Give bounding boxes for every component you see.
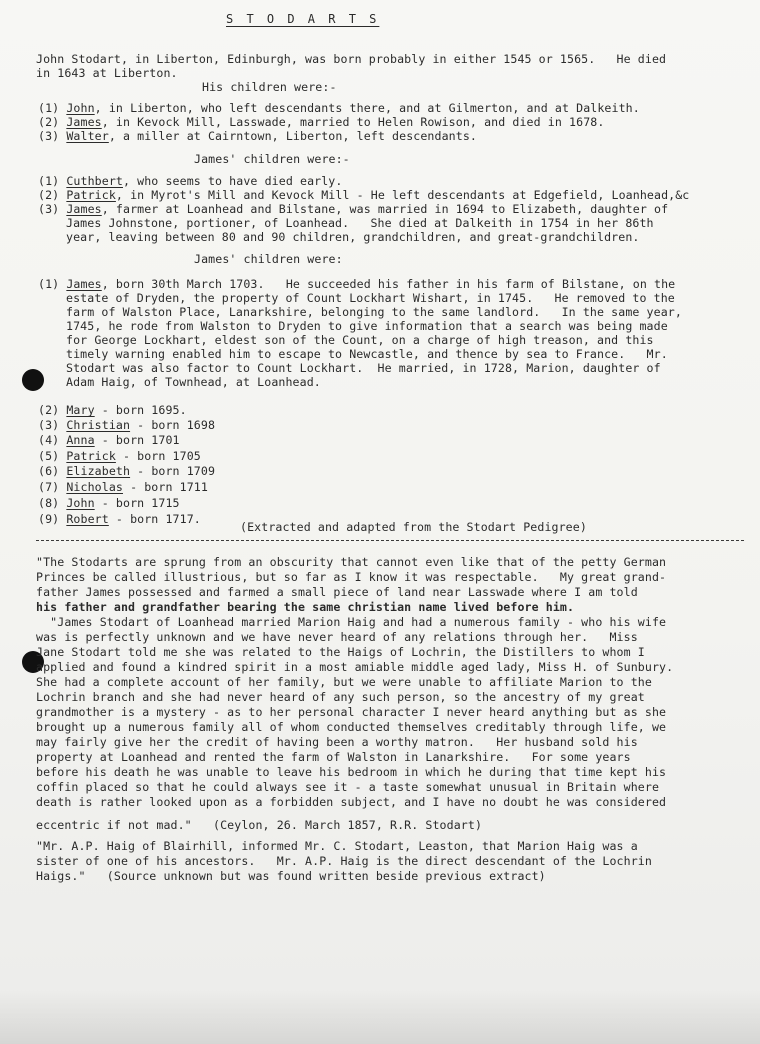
item-number: (2) [38, 188, 60, 202]
item-number: (8) [38, 496, 60, 510]
child-name: Walter [66, 129, 109, 143]
item-number: (6) [38, 464, 60, 478]
quote-line: brought up a numerous family all of whom conducted themselves creditably through life, we [36, 720, 667, 734]
list-item [38, 403, 187, 417]
item-text: - born 1695. [94, 403, 187, 417]
quote-line: sister of one of his ancestors. Mr. A.P. Haig is the direct descendant of the Lochrin [36, 854, 652, 868]
source-note: (Extracted and adapted from the Stodart Pedigree) [240, 520, 587, 534]
quote-line: Lochrin branch and she had never heard of any such person, so the ancestry of my great [36, 690, 645, 704]
section-heading: His children were:- [202, 80, 337, 94]
quote-line: Haigs." (Source unknown but was found written beside previous extract) [36, 869, 546, 883]
child-name: Patrick [66, 188, 116, 202]
quote-line: grandmother is a mystery - as to her personal character I never heard anything but as she [36, 705, 667, 719]
item-text: - born 1705 [115, 449, 201, 463]
quote-line: Princes be called illustrious, but so far as I know it was respectable. My great grand- [36, 570, 667, 584]
item-text: - born 1715 [94, 496, 180, 510]
quote-line: property at Loanhead and rented the farm of Walston in Lanarkshire. For some years [36, 750, 631, 764]
list-item [38, 188, 689, 202]
item-number: (5) [38, 449, 60, 463]
list-item [38, 174, 342, 188]
item-text: , in Kevock Mill, Lasswade, married to Helen Rowison, and died in 1678. [101, 115, 605, 129]
child-name: James [66, 202, 102, 216]
item-number: (3) [38, 418, 60, 432]
item-continuation: 1745, he rode from Walston to Dryden to give information that a search was being made [66, 319, 668, 333]
child-name: Nicholas [66, 480, 123, 494]
list-item [38, 449, 201, 463]
child-name: Anna [66, 433, 95, 447]
list-item [38, 512, 201, 526]
scan-shadow [0, 990, 760, 1044]
section-divider [36, 540, 744, 541]
page-title: S T O D A R T S [226, 12, 380, 26]
item-text: - born 1717. [108, 512, 201, 526]
child-name: John [66, 101, 95, 115]
item-text: , who seems to have died early. [122, 174, 343, 188]
quote-line: his father and grandfather bearing the same christian name lived before him. [36, 600, 575, 614]
item-text: , in Myrot's Mill and Kevock Mill - He left descendants at Edgefield, Loanhead,&c [115, 188, 690, 202]
item-number: (2) [38, 403, 60, 417]
item-number: (3) [38, 129, 60, 143]
list-item [38, 115, 604, 129]
child-name: John [66, 496, 95, 510]
child-name: Mary [66, 403, 95, 417]
item-number: (4) [38, 433, 60, 447]
list-item [38, 418, 215, 432]
child-name: Patrick [66, 449, 116, 463]
list-item [38, 202, 668, 216]
item-text: , farmer at Loanhead and Bilstane, was married in 1694 to Elizabeth, daughter of [101, 202, 669, 216]
child-name: Cuthbert [66, 174, 123, 188]
item-number: (9) [38, 512, 60, 526]
quote-line: "The Stodarts are sprung from an obscurity that cannot even like that of the petty German [36, 555, 667, 569]
list-item [38, 129, 477, 143]
list-item [38, 433, 180, 447]
item-continuation: for George Lockhart, eldest son of the Count, on a charge of high treason, and this [66, 333, 654, 347]
item-continuation: timely warning enabled him to escape to Newcastle, and thence by sea to France. Mr. [66, 347, 668, 361]
list-item [38, 464, 215, 478]
quote-line: father James possessed and farmed a small piece of land near Lasswade where I am told [36, 585, 638, 599]
child-name: James [66, 115, 102, 129]
item-number: (1) [38, 174, 60, 188]
item-continuation: year, leaving between 80 and 90 children, grandchildren, and great-grandchildren. [66, 230, 640, 244]
quote-line: death is rather looked upon as a forbidden subject, and I have no doubt he was considered [36, 795, 667, 809]
list-item [38, 480, 208, 494]
punch-hole [22, 369, 44, 391]
child-name: Robert [66, 512, 109, 526]
quote-line: before his death he was unable to leave his bedroom in which he during that time kept his [36, 765, 667, 779]
quote-line: "James Stodart of Loanhead married Marion Haig and had a numerous family - who his wife [36, 615, 667, 629]
quote-line: She had a complete account of her family, but we were unable to affiliate Marion to the [36, 675, 652, 689]
item-text: , a miller at Cairntown, Liberton, left descendants. [108, 129, 477, 143]
item-continuation: estate of Dryden, the property of Count Lockhart Wishart, in 1745. He removed to the [66, 291, 675, 305]
quote-line: applied and found a kindred spirit in a most amiable middle aged lady, Miss H. of Sunbury. [36, 660, 674, 674]
list-item [38, 277, 675, 291]
child-name: Christian [66, 418, 131, 432]
section-heading: James' children were: [194, 252, 343, 266]
intro-line: in 1643 at Liberton. [36, 66, 178, 80]
item-number: (1) [38, 101, 60, 115]
quote-line: may fairly give her the credit of having been a worthy matron. Her husband sold his [36, 735, 638, 749]
quote-line: Jane Stodart told me she was related to the Haigs of Lochrin, the Distillers to whom I [36, 645, 645, 659]
list-item [38, 496, 180, 510]
item-continuation: James Johnstone, portioner, of Loanhead. She died at Dalkeith in 1754 in her 86th [66, 216, 654, 230]
item-number: (3) [38, 202, 60, 216]
item-text: , born 30th March 1703. He succeeded his father in his farm of Bilstane, on the [101, 277, 676, 291]
quote-line: "Mr. A.P. Haig of Blairhill, informed Mr. C. Stodart, Leaston, that Marion Haig was a [36, 839, 638, 853]
quote-line: was is perfectly unknown and we have never heard of any relations through her. Miss [36, 630, 638, 644]
item-text: - born 1709 [130, 464, 216, 478]
list-item [38, 101, 640, 115]
item-continuation: farm of Walston Place, Lanarkshire, belonging to the same landlord. In the same year, [66, 305, 682, 319]
item-number: (7) [38, 480, 60, 494]
item-text: - born 1711 [122, 480, 208, 494]
child-name: Elizabeth [66, 464, 131, 478]
item-continuation: Adam Haig, of Townhead, at Loanhead. [66, 375, 321, 389]
section-heading: James' children were:- [194, 152, 350, 166]
item-text: - born 1698 [130, 418, 216, 432]
item-text: , in Liberton, who left descendants there, and at Gilmerton, and at Dalkeith. [94, 101, 640, 115]
child-name: James [66, 277, 102, 291]
item-number: (1) [38, 277, 60, 291]
item-number: (2) [38, 115, 60, 129]
intro-line: John Stodart, in Liberton, Edinburgh, was born probably in either 1545 or 1565. He died [36, 52, 667, 66]
quote-line: eccentric if not mad." (Ceylon, 26. March 1857, R.R. Stodart) [36, 818, 483, 832]
item-continuation: Stodart was also factor to Count Lockhart. He married, in 1728, Marion, daughter of [66, 361, 661, 375]
item-text: - born 1701 [94, 433, 180, 447]
quote-line: coffin placed so that he could always see it - a taste somewhat unusual in Britain where [36, 780, 660, 794]
